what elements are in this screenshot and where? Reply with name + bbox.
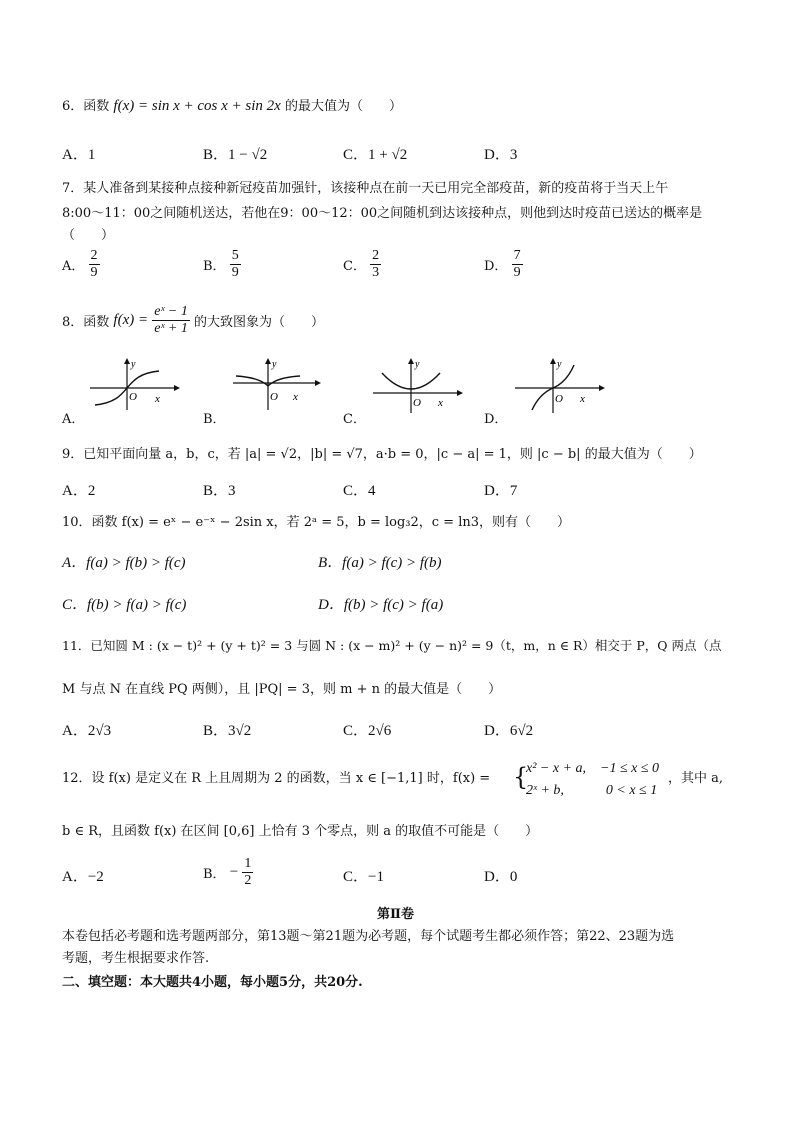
q12-option-b: B． − $\frac{1}{2}$	[203, 856, 252, 888]
q8-d-y-label: y	[557, 359, 562, 370]
q12-brace: {	[513, 763, 529, 791]
q9-stem: 9．已知平面向量 a，b，c，若 |a| = √2，|b| = √7，a·b = 0，|c − a| = 1，则 |c − b| 的最大值为（ ）	[62, 447, 702, 462]
part2-heading: 二、填空题：本大题共4小题，每小题5分，共20分.	[62, 975, 363, 990]
q8-label-d: D．	[484, 412, 508, 427]
q6-stem: 6．函数 f(x) = sin x + cos x + sin 2x 的最大值为（ ）	[62, 98, 402, 114]
q11-line2: M 与点 N 在直线 PQ 两侧），且 |PQ| = 3，则 m + n 的最大值是（ ）	[62, 682, 502, 697]
q7-option-d: D． $\frac{7}{9}$	[484, 248, 521, 280]
q10-option-d: D．f(b) > f(c) > f(a)	[318, 597, 444, 613]
section-desc-line1: 本卷包括必考题和选考题两部分，第13题～第21题为必考题，每个试题考生都必须作答；第22、23题为选	[62, 929, 675, 944]
q8-a-origin: O	[129, 391, 137, 403]
q11-option-d: D．6√2	[484, 723, 534, 739]
q6-option-b: B．1 − √2	[203, 147, 268, 163]
q11-option-c: C．2√6	[343, 723, 392, 739]
section-desc-line2: 考题，考生根据要求作答.	[62, 951, 210, 966]
q8-b-x-label: x	[293, 391, 298, 403]
q8-label-b: B．	[203, 412, 226, 427]
q10-stem: 10．函数 f(x) = eˣ − e⁻ˣ − 2sin x，若 2ᵃ = 5，b = log₃2，c = ln3，则有（ ）	[62, 515, 570, 530]
q10-option-b: B．f(a) > f(c) > f(b)	[318, 555, 442, 571]
q9-option-b: B．3	[203, 483, 236, 499]
q8-d-origin: O	[555, 393, 563, 405]
q12-option-a: A．−2	[62, 869, 104, 885]
q7-option-b: B． $\frac{5}{9}$	[203, 248, 239, 280]
q7-line3: （ ）	[62, 228, 115, 243]
q7-option-a: A． $\frac{2}{9}$	[62, 248, 98, 280]
q10-option-c: C．f(b) > f(a) > f(c)	[62, 597, 187, 613]
section-title: 第Ⅱ卷	[377, 907, 414, 922]
q9-option-a: A．2	[62, 483, 96, 499]
q6-option-a: A．1	[62, 147, 96, 163]
q8-stem: 8．函数 f(x) = $\frac{\text{eˣ − 1}}{\text{eˣ + 1}}$ 的大致图象为（ ）	[62, 304, 325, 336]
q8-d-x-label: x	[580, 393, 585, 405]
q12-line1-a: 12．设 f(x) 是定义在 R 上且周期为 2 的函数，当 x ∈ [−1,1] 时，f(x) =	[62, 771, 491, 786]
q12-option-d: D．0	[484, 869, 518, 885]
q8-label-a: A．	[62, 412, 85, 427]
q9-option-c: C．4	[343, 483, 376, 499]
q11-option-b: B．3√2	[203, 723, 252, 739]
q9-option-d: D．7	[484, 483, 518, 499]
q8-c-y-label: y	[415, 359, 420, 370]
q12-line1-b: ，其中 a,	[668, 771, 724, 786]
q7-line1: 7．某人准备到某接种点接种新冠疫苗加强针，该接种点在前一天已用完全部疫苗，新的疫苗将于当天上午	[62, 181, 669, 196]
q12-option-c: C．−1	[343, 869, 384, 885]
q8-label-c: C．	[343, 412, 366, 427]
q7-option-c: C． $\frac{2}{3}$	[343, 248, 380, 280]
q7-line2: 8:00～11：00之间随机送达，若他在9：00～12：00之间随机到达该接种点，则他到达时疫苗已送达的概率是	[62, 206, 703, 221]
q8-graph-d	[510, 355, 610, 415]
q8-b-origin: O	[270, 391, 278, 403]
q8-c-origin: O	[413, 397, 421, 409]
q8-graph-b	[228, 355, 328, 415]
q8-b-y-label: y	[272, 359, 277, 370]
q11-option-a: A．2√3	[62, 723, 112, 739]
q12-case1: x² − x + a, −1 ≤ x ≤ 0	[526, 761, 660, 776]
q8-c-x-label: x	[438, 397, 443, 409]
q10-option-a: A．f(a) > f(b) > f(c)	[62, 555, 186, 571]
q6-option-d: D．3	[484, 147, 518, 163]
q12-case2: 2ˣ + b, 0 < x ≤ 1	[526, 783, 658, 798]
q8-graph-c	[368, 355, 468, 415]
q11-line1: 11．已知圆 M : (x − t)² + (y + t)² = 3 与圆 N : (x − m)² + (y − n)² = 9（t，m，n ∈ R）相交于 P，Q 两点（点	[62, 638, 722, 653]
q8-a-x-label: x	[155, 393, 160, 405]
q6-option-c: C．1 + √2	[343, 147, 408, 163]
q8-a-y-label: y	[131, 359, 136, 370]
q12-line2: b ∈ R，且函数 f(x) 在区间 [0,6] 上恰有 3 个零点，则 a 的取值不可能是（ ）	[62, 824, 539, 839]
q8-graph-a	[85, 355, 185, 415]
